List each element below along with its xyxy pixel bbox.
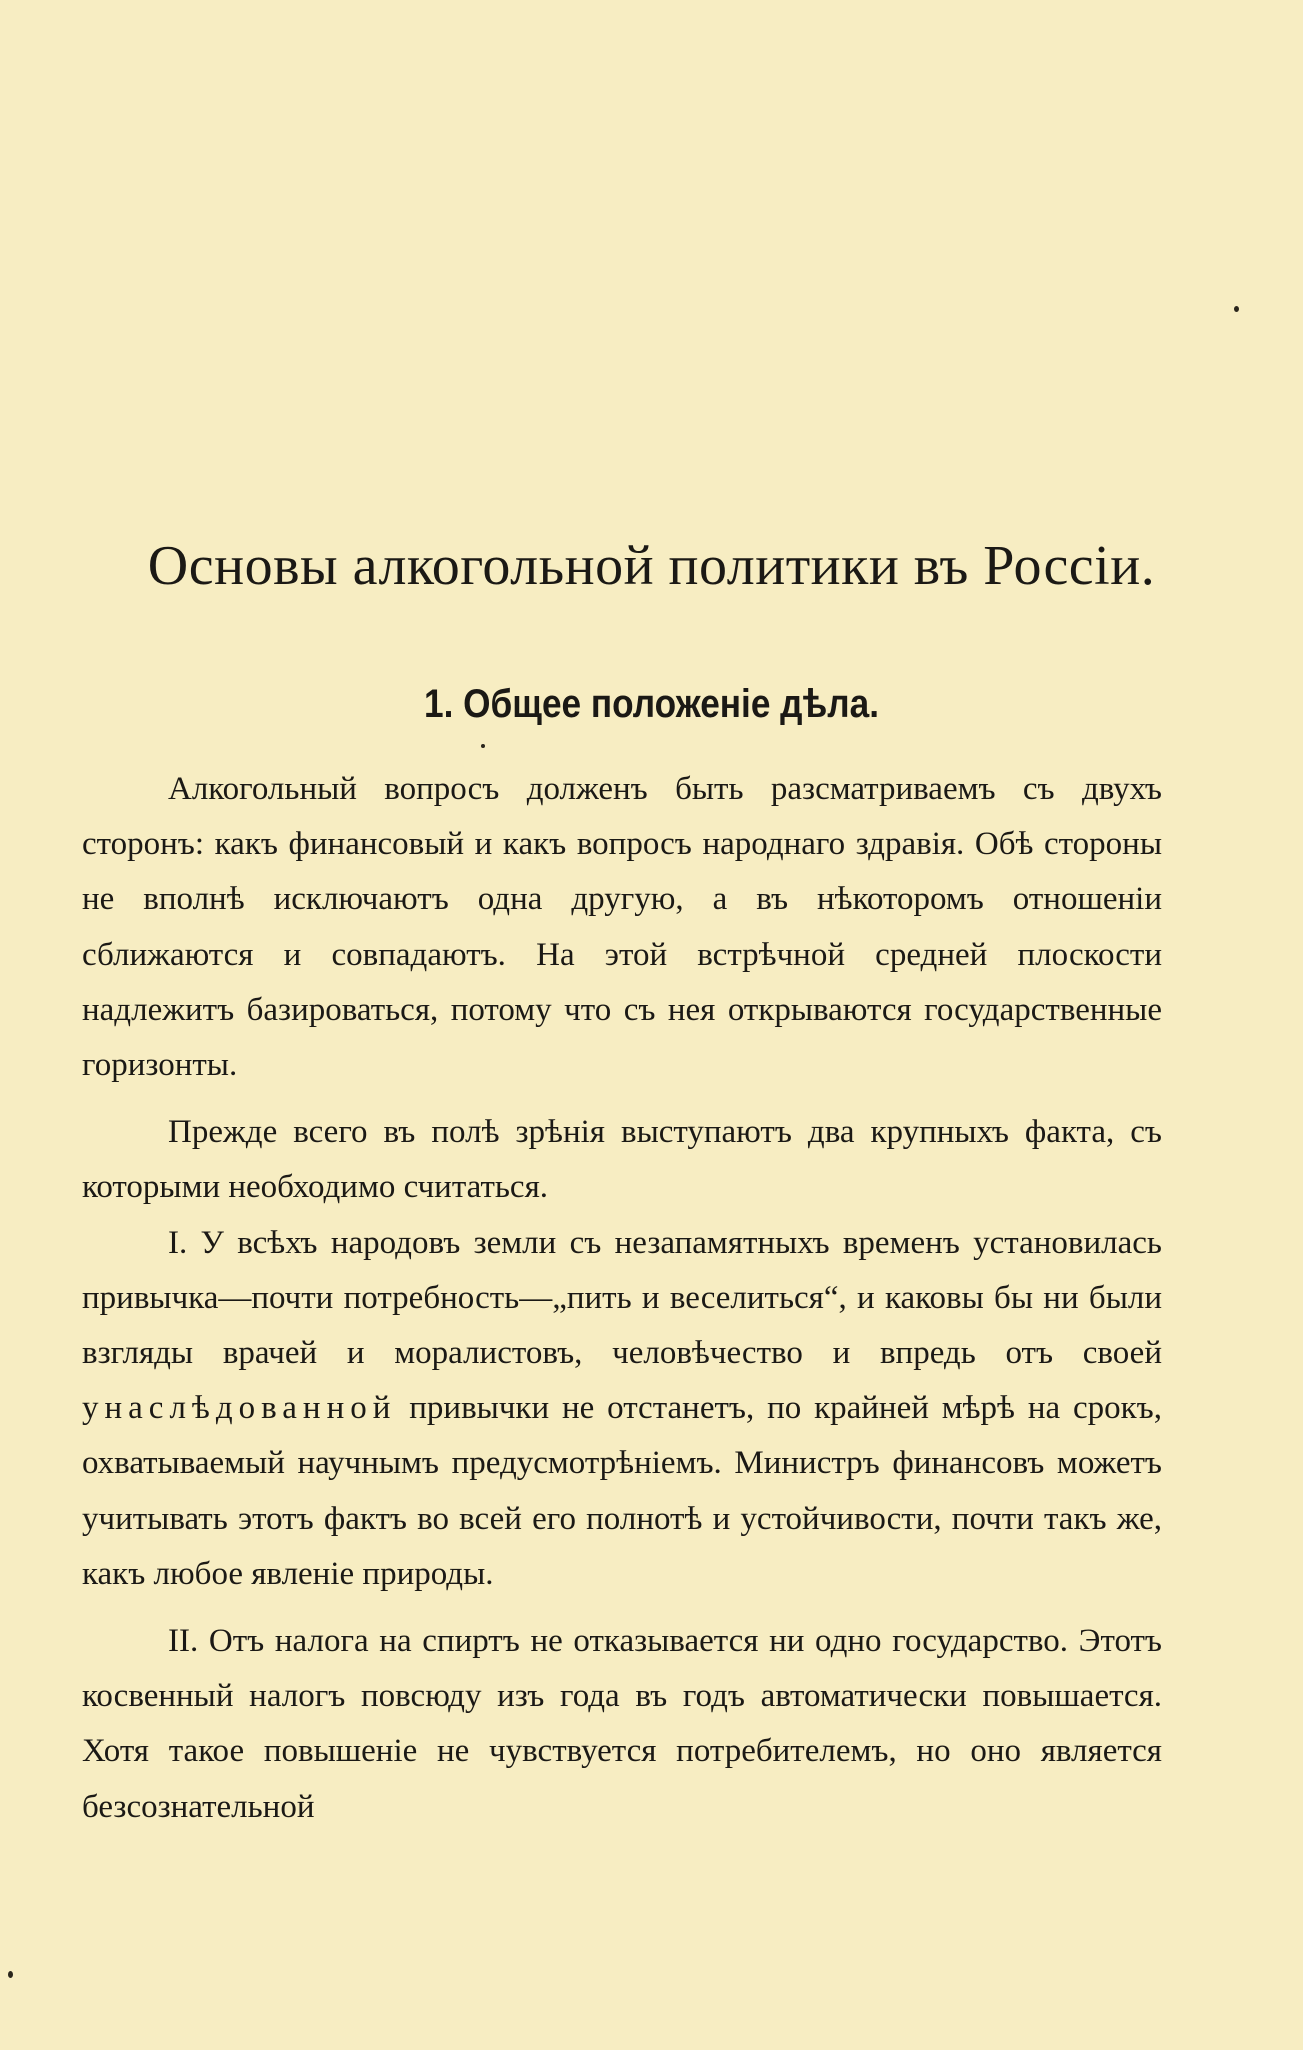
document-title: Основы алкогольной политики въ Россіи. [147,535,1156,597]
print-speck [1234,306,1239,312]
print-speck [8,1971,13,1978]
paragraph [82,1614,1162,1835]
paragraph [82,1216,1162,1602]
paragraph-text: Прежде всего въ полѣ зрѣнія выступаютъ два крупныхъ факта, съ которыми необходимо считаться. [82,1114,1162,1206]
section-heading: 1. Общее положеніе дѣла. [424,682,879,726]
paragraph-text: привычки не отстанетъ, по крайней мѣрѣ на срокъ, охватываемый научнымъ предусмотрѣніемъ. Министръ финансовъ можетъ учитывать этотъ фактъ во всей его полнотѣ и устойчивости, почти такъ же, какъ любое явленіе природы. [82,1390,1162,1592]
print-speck [481,744,485,748]
paragraph-text: Алкогольный вопросъ долженъ быть разсматриваемъ съ двухъ сторонъ: какъ финансовый и какъ вопросъ народнаго здравія. Обѣ стороны не вполнѣ исключаютъ одна другую, а въ нѣкоторомъ отношеніи сближаются и совпадаютъ. На этой встрѣчной средней плоскости надлежитъ базироваться, потому что съ нея открываются государственные горизонты. [82,771,1162,1084]
paragraph-text: II. Отъ налога на спиртъ не отказывается ни одно государство. Этотъ косвенный налогъ повсюду изъ года въ годъ автоматически повышается. Хотя такое повышеніе не чувствуется потребителемъ, но оно является безсознательной [82,1623,1162,1825]
paragraph [82,1105,1162,1215]
paragraph [82,762,1162,1093]
body-text [82,762,1162,1835]
paragraph-text: I. У всѣхъ народовъ земли съ незапамятныхъ временъ установилась привычка—почти потребность—„пить и веселиться“, и каковы бы ни были взгляды врачей и моралистовъ, человѣчество и впредь отъ своей [82,1224,1162,1372]
emphasized-word: унаслѣдованной [82,1390,397,1427]
